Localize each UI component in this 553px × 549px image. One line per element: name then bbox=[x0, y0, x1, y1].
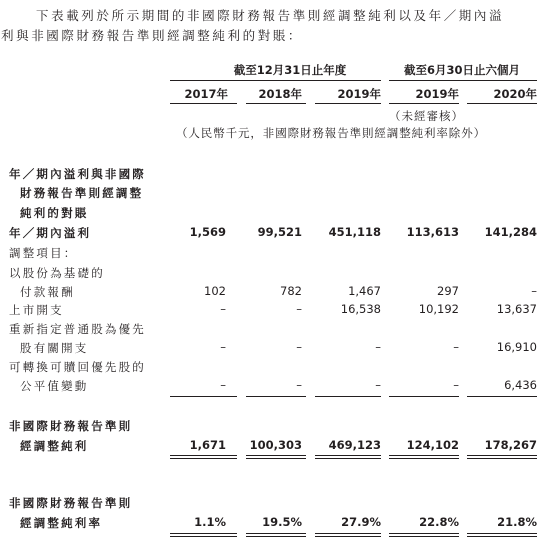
margin-rule-2018 bbox=[246, 533, 306, 537]
row-profit-2019-six-month: 113,613 bbox=[406, 225, 459, 239]
row-fair-value-2019: – bbox=[375, 378, 381, 392]
row-listing-2018: – bbox=[296, 302, 302, 316]
column-rule-2019 bbox=[315, 103, 381, 104]
total-rule-2017 bbox=[170, 455, 237, 459]
row-profit-2017: 1,569 bbox=[189, 225, 226, 239]
adjustments-label: 調整項目： bbox=[9, 246, 78, 260]
row-listing-label: 上市開支 bbox=[9, 303, 64, 317]
row-redesignation-2019: – bbox=[375, 340, 381, 354]
row-profit-2020-six-month: 141,284 bbox=[484, 225, 537, 239]
subtotal-rule-2018 bbox=[246, 396, 306, 397]
column-2019-six-month: 2019年 bbox=[415, 87, 459, 101]
row-redesignation-2019-six-month: – bbox=[453, 340, 459, 354]
row-share-comp-label-1: 以股份為基礎的 bbox=[9, 266, 105, 280]
row-redesignation-label-1: 重新指定普通股為優先 bbox=[9, 322, 146, 336]
row-redesignation-label-2: 股有關開支 bbox=[20, 341, 89, 355]
row-profit-2019: 451,118 bbox=[328, 225, 381, 239]
column-rule-2017 bbox=[170, 103, 237, 104]
column-rule-2020-six-month bbox=[467, 103, 537, 104]
header-group-year-rule bbox=[170, 80, 381, 81]
row-redesignation-2020-six-month: 16,910 bbox=[496, 340, 537, 354]
intro-line-1: 下表載列於所示期間的非國際財務報告準則經調整純利以及年／期內溢 bbox=[36, 8, 505, 23]
column-rule-2018 bbox=[246, 103, 306, 104]
section-title-line-3: 純利的對賬 bbox=[20, 206, 89, 220]
row-fair-value-2020-six-month: 6,436 bbox=[504, 378, 537, 392]
margin-rule-2019 bbox=[315, 533, 381, 537]
row-adjusted-margin-2019: 27.9% bbox=[341, 515, 381, 529]
row-adjusted-net-profit-label-2: 經調整純利 bbox=[20, 439, 89, 453]
subtotal-rule-2019 bbox=[315, 396, 381, 397]
header-group-year: 截至12月31日止年度 bbox=[233, 63, 347, 77]
row-fair-value-label-1: 可轉換可贖回優先股的 bbox=[9, 360, 146, 374]
row-adjusted-net-profit-2019: 469,123 bbox=[328, 438, 381, 452]
column-2019: 2019年 bbox=[337, 87, 381, 101]
row-share-comp-2020-six-month: – bbox=[531, 284, 537, 298]
row-redesignation-2017: – bbox=[220, 340, 226, 354]
subtotal-rule-2020-six-month bbox=[467, 396, 537, 397]
total-rule-2020-six-month bbox=[467, 455, 537, 459]
row-listing-2019: 16,538 bbox=[340, 302, 381, 316]
unaudited-note: （未經審核） bbox=[389, 109, 464, 123]
row-listing-2019-six-month: 10,192 bbox=[418, 302, 459, 316]
row-fair-value-2019-six-month: – bbox=[453, 378, 459, 392]
row-adjusted-net-profit-2017: 1,671 bbox=[189, 438, 226, 452]
row-adjusted-margin-2017: 1.1% bbox=[194, 515, 226, 529]
column-rule-2019-six-month bbox=[389, 103, 459, 104]
row-profit-2018: 99,521 bbox=[257, 225, 302, 239]
row-listing-2017: – bbox=[220, 302, 226, 316]
total-rule-2019 bbox=[315, 455, 381, 459]
total-rule-2018 bbox=[246, 455, 306, 459]
row-adjusted-margin-2020-six-month: 21.8% bbox=[497, 515, 537, 529]
unit-note: （人民幣千元，非國際財務報告準則經調整純利率除外） bbox=[176, 126, 486, 140]
section-title-line-2: 財務報告準則經調整 bbox=[20, 186, 144, 200]
row-fair-value-2017: – bbox=[220, 378, 226, 392]
subtotal-rule-2017 bbox=[170, 396, 237, 397]
column-2018: 2018年 bbox=[258, 87, 302, 101]
row-share-comp-2018: 782 bbox=[280, 284, 302, 298]
header-group-six-month: 截至6月30日止六個月 bbox=[403, 63, 520, 77]
row-share-comp-2017: 102 bbox=[204, 284, 226, 298]
row-adjusted-net-profit-2019-six-month: 124,102 bbox=[406, 438, 459, 452]
row-share-comp-label-2: 付款報酬 bbox=[20, 285, 75, 299]
column-2017: 2017年 bbox=[184, 87, 228, 101]
row-redesignation-2018: – bbox=[296, 340, 302, 354]
row-adjusted-margin-label-2: 經調整純利率 bbox=[20, 516, 103, 530]
row-adjusted-net-profit-2020-six-month: 178,267 bbox=[484, 438, 537, 452]
column-2020-six-month: 2020年 bbox=[493, 87, 537, 101]
row-adjusted-net-profit-label-1: 非國際財務報告準則 bbox=[9, 419, 133, 433]
margin-rule-2020-six-month bbox=[467, 533, 537, 537]
row-profit-label: 年／期內溢利 bbox=[9, 226, 92, 240]
total-rule-2019-six-month bbox=[389, 455, 459, 459]
margin-rule-2017 bbox=[170, 533, 237, 537]
header-group-six-month-rule bbox=[389, 80, 537, 81]
intro-line-2: 利與非國際財務報告準則經調整純利的對賬： bbox=[1, 28, 304, 43]
row-fair-value-label-2: 公平值變動 bbox=[20, 379, 89, 393]
row-adjusted-margin-2019-six-month: 22.8% bbox=[419, 515, 459, 529]
section-title-line-1: 年／期內溢利與非國際 bbox=[9, 167, 146, 181]
row-adjusted-margin-2018: 19.5% bbox=[262, 515, 302, 529]
margin-rule-2019-six-month bbox=[389, 533, 459, 537]
row-listing-2020-six-month: 13,637 bbox=[496, 302, 537, 316]
row-share-comp-2019: 1,467 bbox=[348, 284, 381, 298]
row-adjusted-net-profit-2018: 100,303 bbox=[249, 438, 302, 452]
row-share-comp-2019-six-month: 297 bbox=[437, 284, 459, 298]
row-fair-value-2018: – bbox=[296, 378, 302, 392]
row-adjusted-margin-label-1: 非國際財務報告準則 bbox=[9, 496, 133, 510]
subtotal-rule-2019-six-month bbox=[389, 396, 459, 397]
